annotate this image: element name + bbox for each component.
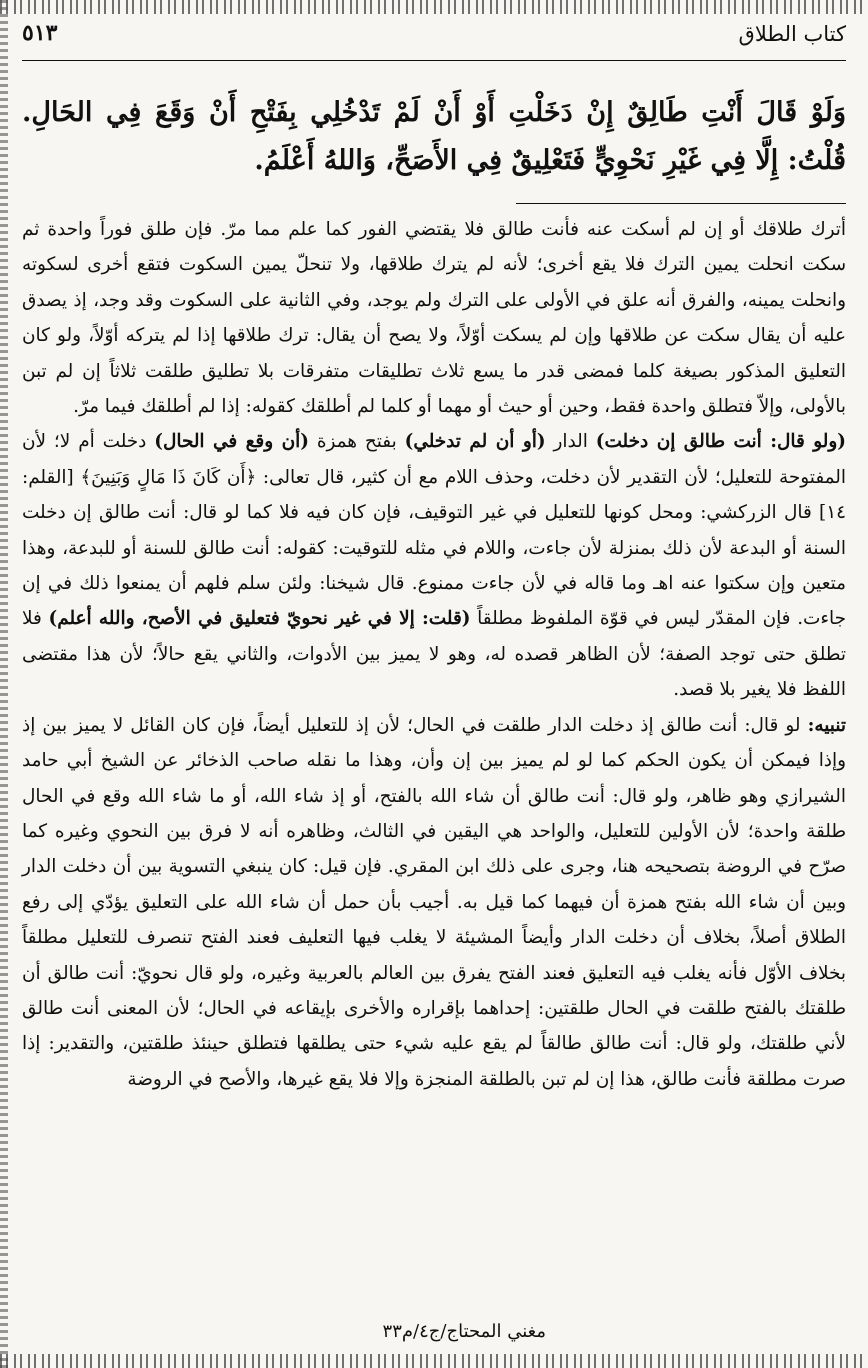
- bottom-border-ornament: [0, 1354, 868, 1368]
- quoted-matn-1: (ولو قال: أنت طالق إن دخلت): [595, 431, 846, 453]
- top-border-ornament: [0, 0, 868, 14]
- commentary-paragraph-3: [22, 708, 846, 1097]
- page-header: [22, 18, 846, 61]
- book-title: كتاب الطلاق: [738, 22, 846, 46]
- commentary-text-1: الدار: [545, 431, 596, 453]
- page-footer: مغني المحتاج/ج٤/م٣٣: [382, 1321, 546, 1342]
- page-number: ٥١٣: [22, 20, 58, 46]
- commentary-text-2: بفتح همزة: [308, 431, 405, 453]
- note-label: تنبيه:: [807, 714, 846, 736]
- quoted-matn-2: (أو أن لم تدخلي): [404, 431, 546, 453]
- page: [22, 18, 846, 1348]
- separator-line: [516, 203, 846, 204]
- matn-text: وَلَوْ قَالَ أَنْتِ طَالِقٌ إِنْ دَخَلْتِ أَوْ أَنْ لَمْ تَدْخُلِي بِفَتْحِ أَنْ وَقَعَ فِي الحَالِ. قُلْتُ: إِلَّا فِي غَيْرِ نَحْوِيٍّ فَتَعْلِيقٌ فِي الأَصَحِّ، وَاللهُ أَعْلَمُ.: [22, 97, 846, 176]
- commentary-paragraph-1: أترك طلاقك أو إن لم أسكت عنه فأنت طالق فلا يقتضي الفور كما علم مما مرّ. فإن طلق فوراً واحدة ثم سكت انحلت يمين الترك فلا يقع أخرى؛ لأنه لم يترك طلاقها، ولا تنحلّ يمين السكوت فتقع أخرى لسكوته وانحلت يمينه، والفرق أنه علق في الأولى على الترك ولم يوجد، وفي الثانية على السكوت وقد وجد، إذ يصدق عليه أن يقال سكت عن طلاقها وإن لم يسكت أوّلاً، ولا يصح أن يقال: ترك طلاقها إذا لم يتركه أوّلاً، ولو كان التعليق المذكور بصيغة كلما فمضى قدر ما يسع ثلاث تطليقات متفرقات بلا تطليق طلقت ثلاثاً إن لم تبن بالأولى، وإلاّ فتطلق واحدة فقط، وحين أو حيث أو مهما أو كلما لم أطلقك كقوله: إذا لم أطلقك فيما مرّ.: [22, 219, 846, 418]
- quoted-matn-4: (قلت: إلا في غير نحويّ فتعليق في الأصح، والله أعلم): [48, 608, 471, 630]
- commentary-paragraph-2: [22, 424, 846, 707]
- left-border-ornament: [0, 0, 8, 1368]
- note-text: لو قال: أنت طالق إذ دخلت الدار طلقت في الحال؛ لأن إذ للتعليل أيضاً، فإن كان القائل لا يميز بين إذ وإذا فيمكن أن يكون الحكم كما لو لم يميز بين إن وأن، وهذا ما نقله صاحب الذخائر عن الشيخ أبي حامد الشيرازي وهو ظاهر، ولو قال: أنت طالق أن شاء الله بالفتح، أو إذ شاء الله، أو ما شاء الله وقع في الحال طلقة واحدة؛ لأن الأولين للتعليل، والواحد هي اليقين في الثالث، وظاهره أنه لا فرق بين النحوي وغيره كما صرّح في الروضة بتصحيحه هنا، وجرى على ذلك ابن المقري. فإن قيل: كان ينبغي التسوية بين أن دخلت الدار وبين أن شاء الله بفتح همزة أن فيهما كما قيل به. أجيب بأن حمل أن شاء الله على التعليق يؤدّي إلى رفع الطلاق أصلاً، بخلاف أن دخلت الدار وأيضاً المشيئة لا يغلب فيها التعليف فعند الفتح تنصرف للتعليل مطلقاً بخلاف الأوّل فأنه يغلب فيه التعليق فعند الفتح يفرق بين العالم بالعربية وغيره، ولو قال نحويّ: أنت طالق أن طلقتك بالفتح طلقت في الحال طلقتين: إحداهما بإقراره والأخرى بإيقاعه في الحال؛ لأن المعنى أنت طالق لأني طلقتك، ولو قال: أنت طالق طالقاً لم يقع عليه شيء حتى يطلقها فتطلق حينئذ طلقتين، والتقدير: إذا صرت مطلقة فأنت طالق، هذا إن لم تبن بالطلقة المنجزة وإلا فلا يقع غيرها، والأصح في الروضة: [22, 714, 846, 1090]
- commentary-text-4: فلا تطلق حتى توجد الصفة؛ لأن الظاهر قصده له، وهو لا يميز بين الأدوات، والثاني يقع حالاً؛ لأن هذا مقتضى اللفظ فلا يغير بلا قصد.: [22, 608, 846, 701]
- quoted-matn-3: (أن وقع في الحال): [154, 431, 309, 453]
- commentary: [22, 212, 846, 1097]
- commentary-text-3: دخلت أم لا؛ لأن المفتوحة للتعليل؛ لأن التقدير لأن دخلت، وحذف اللام مع أن كثير، قال تعالى: ﴿أَن كَانَ ذَا مَالٍ وَبَنِينَ﴾ [القلم: ١٤] قال الزركشي: ومحل كونها للتعليل في غير التوقيف، فإن كان فيه فلا كما لو قال: أنت طالق إن دخلت السنة أو البدعة لأن ذلك بمنزلة لأن جاءت، واللام في مثله للتوقيت: كقوله: أنت طالق للسنة أو للبدعة، وهذا متعين وإن سكتوا عنه اهـ وما قاله في لأن جاءت ممنوع. قال شيخنا: ولئن سلم فلهم أن يمنعوا ذلك في إن جاءت. فإن المقدّر ليس في قوّة الملفوظ مطلقاً: [22, 431, 846, 630]
